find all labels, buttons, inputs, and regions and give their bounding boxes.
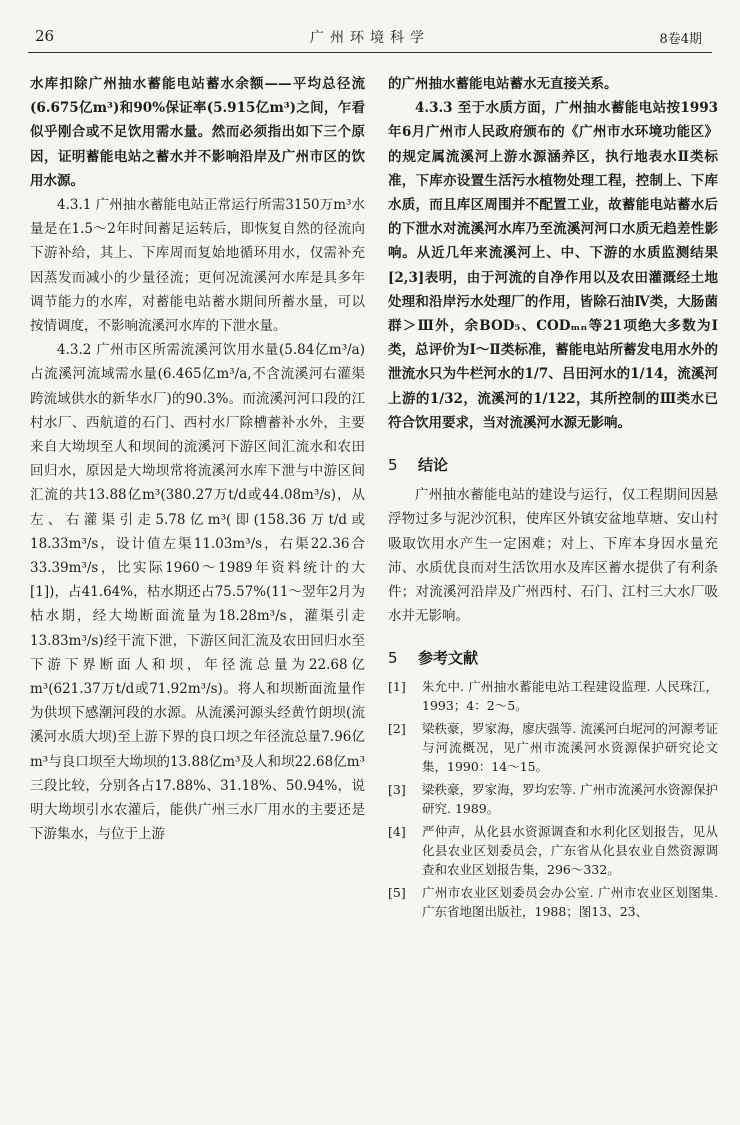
reference-tag: [3] (388, 781, 406, 797)
reference-list (388, 677, 718, 921)
reference-text: 严仲声，从化县水资源调查和水利化区划报告，见从化县农业区划委员会，广东省从化县农业自然资源调查和农业区划报告集，296～332。 (422, 823, 718, 877)
reference-text: 梁秩豪，罗家海，罗均宏等. 广州市流溪河水资源保护研究. 1989。 (422, 781, 718, 816)
section-conclusion-heading (388, 453, 718, 477)
section-title: 参考文献 (418, 649, 479, 668)
journal-title: 广州环境科学 (310, 30, 430, 46)
reference-text: 梁秩豪，罗家海，廖庆强等. 流溪河白坭河的河源考证与河流概况，见广州市流溪河水资源保护研究论文集，1990：14～15。 (422, 720, 718, 774)
reference-tag: [1] (388, 678, 406, 694)
intro-paragraph: 水库扣除广州抽水蓄能电站蓄水余额——平均总径流(6.675亿m³)和90%保证率(5.915亿m³)之间，乍看似乎刚合或不足饮用需水量。然而必须指出如下三个原因，证明蓄能电站之蓄水并不影响沿岸及广州市区的饮用水源。 (30, 76, 365, 189)
section-number: 5 (388, 456, 398, 475)
page-header (0, 0, 740, 50)
left-column (30, 72, 365, 847)
issue-label: 8卷4期 (659, 32, 702, 47)
paragraph-4-3-3: 4.3.3 至于水质方面，广州抽水蓄能电站按1993年6月广州市人民政府颁布的《广州市水环境功能区》的规定属流溪河上游水源涵养区，执行地表水Ⅱ类标准，下库亦设置生活污水植物处理工程，控制上、下库水质，而且库区周围并不配置工业，故蓄能电站蓄水后的下泄水对流溪河水库乃至流溪河河口水质无趋差性影响。从近几年来流溪河上、中、下游的水质监测结果[2,3]表明，由于河流的自净作用以及农田灌溉经土地处理和沿岸污水处理厂的作用，皆除石油Ⅳ类，大肠菌群＞Ⅲ外，余BOD₅、CODₘₙ等21项绝大多数为Ⅰ类，总评价为Ⅰ～Ⅱ类标准，蓄能电站所蓄发电用水外的泄流水只为牛栏河水的1/7、吕田河水的1/14，流溪河上游的1/32，流溪河的1/122，其所控制的Ⅲ类水已符合饮用要求，当对流溪河水源无影响。 (388, 100, 718, 431)
right-column (388, 72, 718, 925)
reference-tag: [4] (388, 823, 406, 839)
header-rule (28, 52, 712, 53)
reference-text: 朱允中. 广州抽水蓄能电站工程建设监理. 人民珠江，1993；4：2～5。 (422, 678, 718, 713)
section-number: 5 (388, 649, 398, 668)
section-title: 结论 (418, 456, 449, 475)
reference-item (388, 883, 718, 921)
conclusion-paragraph: 广州抽水蓄能电站的建设与运行，仅工程期间因悬浮物过多与泥沙沉积，使库区外镇安盆地草塘、安山村吸取饮用水产生一定困难；对上、下库本身因水量充沛、水质优良而对生活饮用水及库区蓄水提供了有利条件；对流溪河沿岸及广州西村、石门、江村三大水厂吸水并无影响。 (388, 487, 718, 625)
reference-item (388, 677, 718, 715)
reference-tag: [5] (388, 884, 406, 900)
reference-item (388, 780, 718, 818)
reference-tag: [2] (388, 720, 406, 736)
page-number: 26 (35, 27, 55, 45)
reference-text: 广州市农业区划委员会办公室. 广州市农业区划图集. 广东省地图出版社，1988；图13、23、 (422, 884, 718, 919)
continued-paragraph: 的广州抽水蓄能电站蓄水无直接关系。 (388, 76, 618, 92)
section-references-heading (388, 646, 718, 670)
paragraph-4-3-1: 4.3.1 广州抽水蓄能电站正常运行所需3150万m³水量是在1.5～2年时间蓄足运转后，即恢复自然的径流向下游补给，其上、下库周而复始地循环用水，仅需补充因蒸发而减小的少量径流；更何况流溪河水库是具多年调节能力的水库，对蓄能电站蓄水期间所蓄水量，可以按情调度，不影响流溪河水库的下泄水量。 (30, 197, 365, 335)
paragraph-4-3-2: 4.3.2 广州市区所需流溪河饮用水量(5.84亿m³/a)占流溪河流域需水量(6.465亿m³/a,不含流溪河右灌渠跨流域供水的新华水厂)的90.3%。而流溪河河口段的江村水厂、西航道的石门、西村水厂除槽蓄补水外，主要来自大坳坝至人和坝间的流溪河下游区间汇流水和农田回归水，原因是大坳坝常将流溪河水库下泄与中游区间汇流的共13.88亿m³(380.27万t/d或44.08m³/s)，从左、右灌渠引走5.78亿m³(即(158.36万t/d或18.33m³/s，设计值左渠11.03m³/s，右渠22.36合33.39m³/s，比实际1960～1989年资料统计的大[1])，占41.64%，枯水期还占75.57%(11～翌年2月为枯水期，经大坳断面流量为18.28m³/s，灌渠引走13.83m³/s)经干流下泄，下游区间汇流及农田回归水至下游下界断面人和坝，年径流总量为22.68亿m³(621.37万t/d或71.92m³/s)。将人和坝断面流量作为供坝下感潮河段的水源。从流溪河源头经黄竹朗坝(流溪河水质大坝)至上游下界的良口坝之年径流总量7.96亿m³与良口坝至大坳坝的13.88亿m³及人和坝22.68亿m³三段比较，分别各占17.88%、31.18%、50.94%，说明大坳坝引水农灌后，能供广州三水厂用水的主要还是下游集水，与位于上游 (30, 342, 365, 843)
reference-item (388, 719, 718, 776)
reference-item (388, 822, 718, 879)
